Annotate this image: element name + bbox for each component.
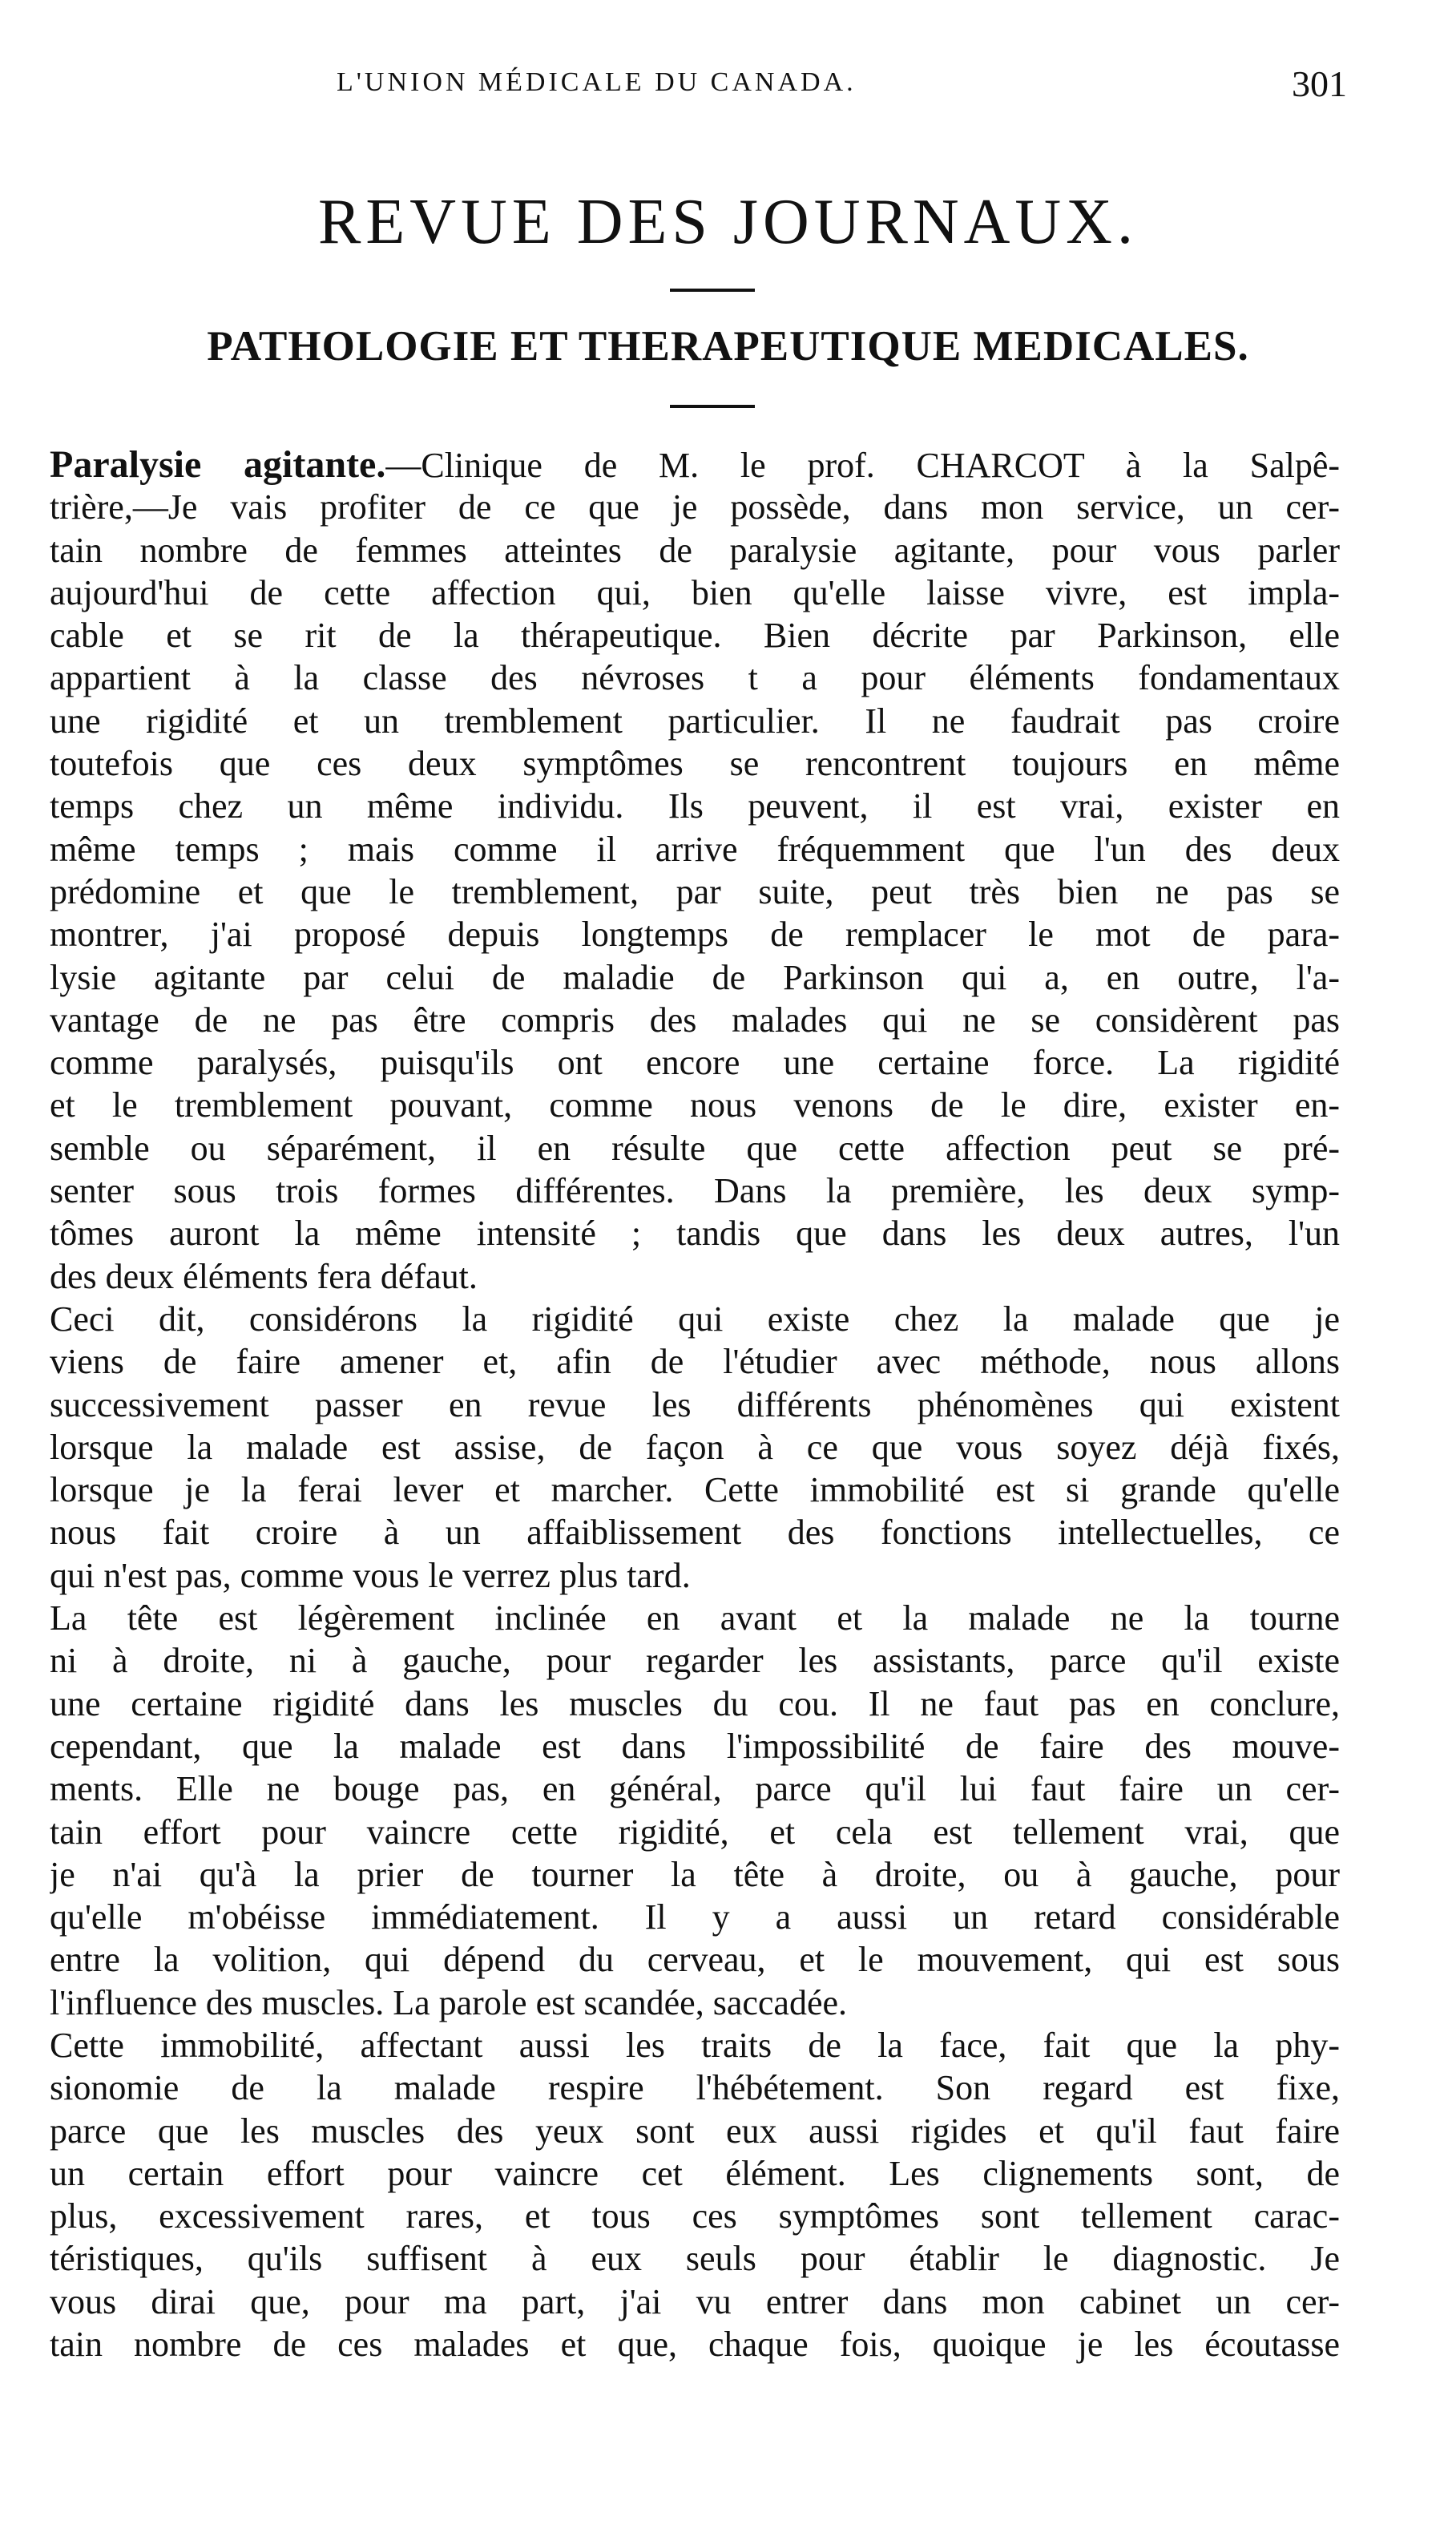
text-line [50,443,1340,486]
article-title: Paralysie agitante. [50,443,386,486]
article-body [50,443,1340,2365]
text-line: tain effort pour vaincre cette rigidité, et cela est tellement vrai, que [50,1812,1340,1852]
text-line: toutefois que ces deux symptômes se rencontrent toujours en même [50,744,1340,784]
page-number: 301 [1292,63,1347,104]
text-line: l'influence des muscles. La parole est scandée, saccadée. [50,1982,848,2022]
text-line: vantage de ne pas être compris des malades qui ne se considèrent pas [50,1000,1340,1040]
section-title: REVUE DES JOURNAUX. [318,187,1138,257]
text-line: je n'ai qu'à la prier de tourner la tête à droite, ou à gauche, pour [50,1854,1340,1894]
text-line: téristiques, qu'ils suffisent à eux seuls pour établir le diagnostic. Je [50,2239,1340,2279]
text-line: plus, excessivement rares, et tous ces symptômes sont tellement carac- [50,2196,1340,2236]
text-line: des deux éléments fera défaut. [50,1256,478,1296]
text-line: ments. Elle ne bouge pas, en général, parce qu'il lui faut faire un cer- [50,1769,1340,1809]
text-line: vous dirai que, pour ma part, j'ai vu entrer dans mon cabinet un cer- [50,2281,1340,2321]
text-line: qui n'est pas, comme vous le verrez plus tard. [50,1555,691,1595]
text-line: La tête est légèrement inclinée en avant et la malade ne la tourne [50,1598,1340,1638]
text-line: montrer, j'ai proposé depuis longtemps de remplacer le mot de para- [50,915,1340,955]
text-line: tain nombre de femmes atteintes de paralysie agitante, pour vous parler [50,530,1340,570]
text-line: lorsque la malade est assise, de façon à ce que vous soyez déjà fixés, [50,1427,1340,1467]
text-line: nous fait croire à un affaiblissement des fonctions intellectuelles, ce [50,1513,1340,1553]
text-line: successivement passer en revue les différents phénomènes qui existent [50,1384,1340,1424]
text-line: Ceci dit, considérons la rigidité qui existe chez la malade que je [50,1299,1340,1339]
title-rule [670,289,755,292]
running-title: L'UNION MÉDICALE DU CANADA. [337,67,857,97]
text-line: lysie agitante par celui de maladie de Parkinson qui a, en outre, l'a- [50,957,1340,997]
text-line: appartient à la classe des névroses t a pour éléments fondamentaux [50,658,1340,698]
text-line: un certain effort pour vaincre cet élément. Les clignements sont, de [50,2153,1340,2193]
text-line: lorsque je la ferai lever et marcher. Cette immobilité est si grande qu'elle [50,1470,1340,1510]
text-line: Cette immobilité, affectant aussi les traits de la face, fait que la phy- [50,2025,1340,2065]
text-line: sionomie de la malade respire l'hébétement. Son regard est fixe, [50,2068,1340,2108]
text-line: même temps ; mais comme il arrive fréquemment que l'un des deux [50,829,1340,869]
running-head [337,63,1347,115]
text-line: viens de faire amener et, afin de l'étudier avec méthode, nous allons [50,1342,1340,1382]
text-line: ni à droite, ni à gauche, pour regarder les assistants, parce qu'il existe [50,1641,1340,1681]
text-line: qu'elle m'obéisse immédiatement. Il y a aussi un retard considérable [50,1897,1340,1937]
text-line: tain nombre de ces malades et que, chaque fois, quoique je les écoutasse [50,2325,1340,2365]
text-line: semble ou séparément, il en résulte que cette affection peut se pré- [50,1128,1340,1168]
text-line: prédomine et que le tremblement, par suite, peut très bien ne pas se [50,871,1340,911]
text-line: cable et se rit de la thérapeutique. Bien décrite par Parkinson, elle [50,616,1340,656]
text-line: entre la volition, qui dépend du cerveau, et le mouvement, qui est sous [50,1940,1340,1980]
text-line: temps chez un même individu. Ils peuvent, il est vrai, exister en [50,786,1340,826]
text-line: senter sous trois formes différentes. Dans la première, les deux symp- [50,1171,1340,1211]
text-line: aujourd'hui de cette affection qui, bien qu'elle laisse vivre, est impla- [50,572,1340,612]
text-line: cependant, que la malade est dans l'impossibilité de faire des mouve- [50,1726,1340,1766]
text-line: et le tremblement pouvant, comme nous venons de le dire, exister en- [50,1085,1340,1125]
subsection-title: PATHOLOGIE ET THERAPEUTIQUE MEDICALES. [207,323,1249,370]
subsection-rule [670,405,755,408]
text-line: parce que les muscles des yeux sont eux aussi rigides et qu'il faut faire [50,2111,1340,2151]
text-line: une rigidité et un tremblement particulier. Il ne faudrait pas croire [50,701,1340,741]
text-line: tômes auront la même intensité ; tandis que dans les deux autres, l'un [50,1214,1340,1254]
text-line: une certaine rigidité dans les muscles du cou. Il ne faut pas en conclure, [50,1683,1340,1723]
text-line: trière,—Je vais profiter de ce que je possède, dans mon service, un cer- [50,487,1340,527]
text-line: comme paralysés, puisqu'ils ont encore une certaine force. La rigidité [50,1043,1340,1083]
article-first-line: —Clinique de M. le prof. CHARCOT à la Salpê- [385,446,1340,485]
